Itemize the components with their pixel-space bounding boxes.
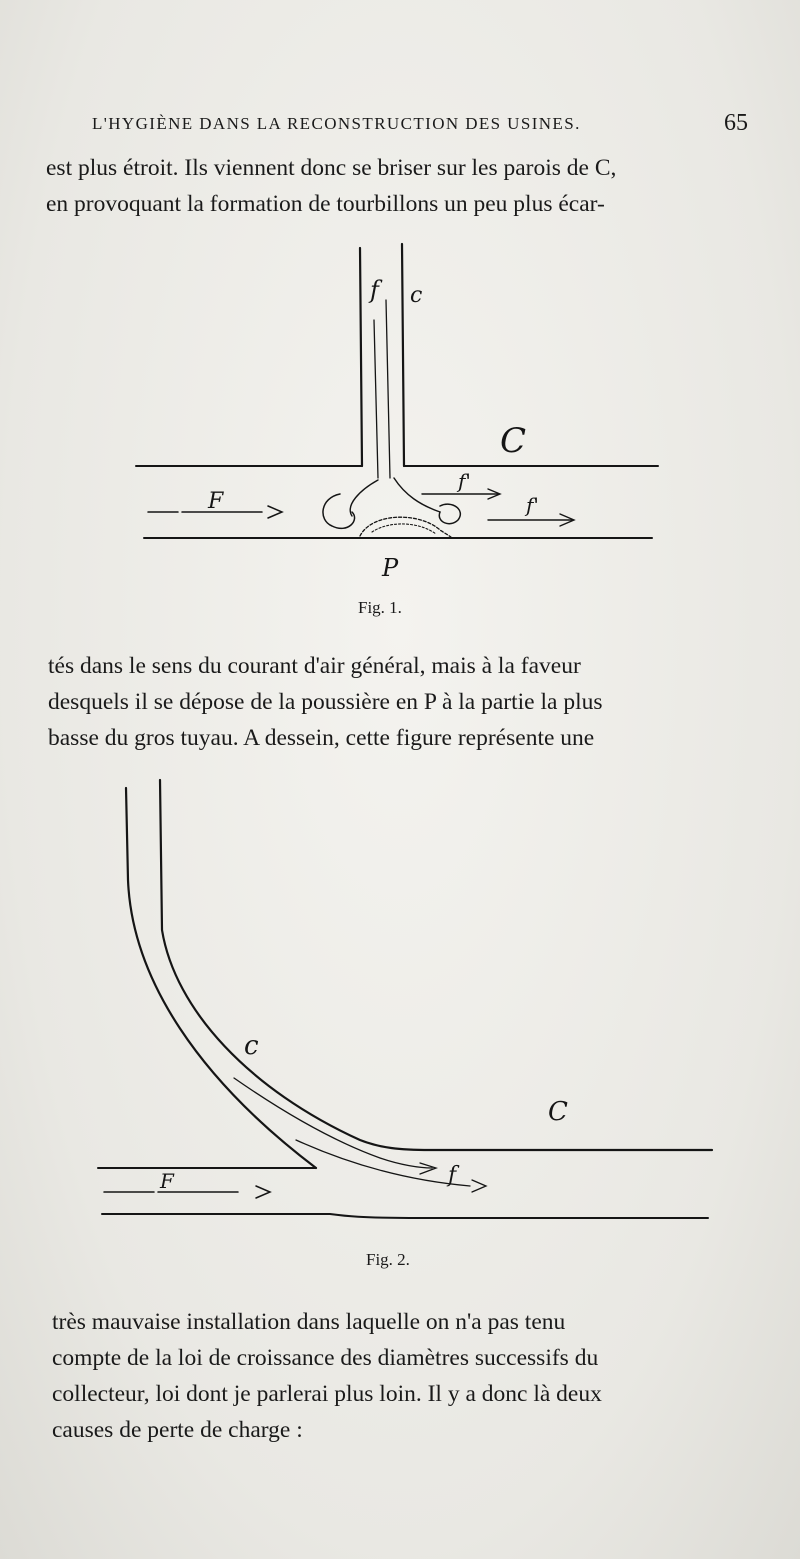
fig2-label-F: F: [160, 1169, 174, 1193]
figure-2-caption: Fig. 2.: [366, 1250, 410, 1269]
fig1-label-fprime-1: f': [458, 469, 471, 493]
fig1-label-f: f: [370, 276, 379, 304]
text-line: basse du gros tuyau. A dessein, cette figure représente une: [48, 725, 595, 751]
text-line: est plus étroit. Ils viennent donc se briser sur les parois de C,: [46, 155, 617, 181]
fig2-label-f: f: [448, 1163, 457, 1188]
fig1-label-F: F: [208, 489, 224, 514]
text-line: collecteur, loi dont je parlerai plus loin. Il y a donc là deux: [52, 1381, 602, 1407]
fig1-label-P: P: [382, 554, 399, 582]
paragraph-3: [52, 1304, 602, 1448]
text-line: très mauvaise installation dans laquelle on n'a pas tenu: [52, 1309, 566, 1335]
figure-1-caption: Fig. 1.: [358, 598, 402, 617]
fig2-label-C: C: [548, 1097, 568, 1127]
text-line: tés dans le sens du courant d'air général, mais à la faveur: [48, 653, 581, 679]
page-number: 65: [724, 110, 748, 136]
text-line: causes de perte de charge :: [52, 1417, 303, 1443]
fig1-label-fprime-2: f': [526, 493, 539, 517]
text-line: en provoquant la formation de tourbillons un peu plus écar-: [46, 191, 605, 217]
header-title: L'HYGIÈNE DANS LA RECONSTRUCTION DES USINES.: [92, 114, 581, 133]
text-line: compte de la loi de croissance des diamètres successifs du: [52, 1345, 599, 1371]
fig1-label-C: C: [500, 421, 527, 461]
fig2-label-c: c: [244, 1031, 259, 1061]
text-line: desquels il se dépose de la poussière en P à la partie la plus: [48, 689, 603, 715]
fig1-label-c: c: [410, 283, 423, 308]
